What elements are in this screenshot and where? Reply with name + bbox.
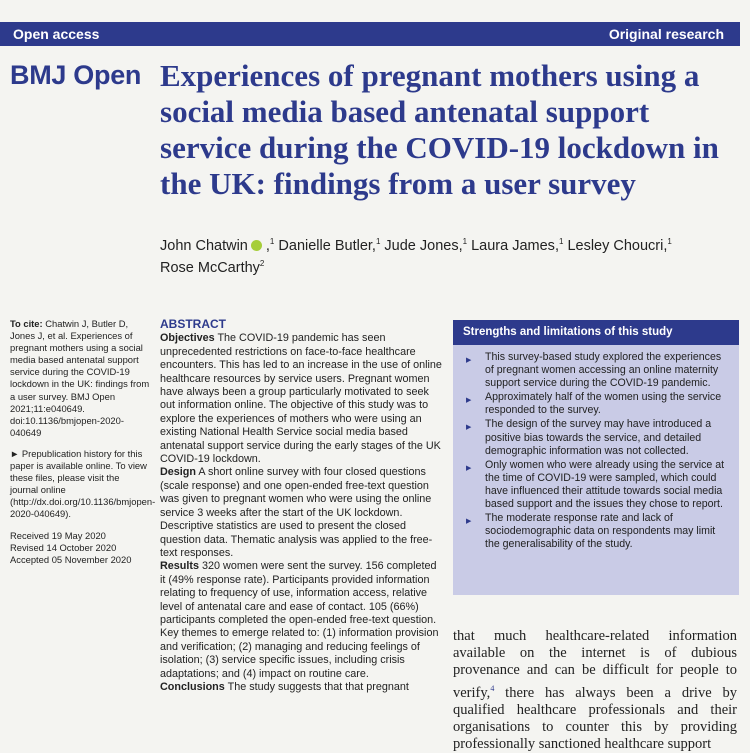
affiliation-marker: 1 [462, 237, 468, 246]
open-access-label: Open access [13, 26, 100, 42]
list-item [463, 512, 731, 551]
list-item-text: The moderate response rate and lack of sociodemographic data on respondents may limit the generalisability of the study. [485, 512, 716, 551]
list-item [463, 459, 731, 511]
list-item [463, 391, 731, 417]
bullet-triangle-icon: ▶ [466, 397, 472, 405]
abstract-objectives [160, 332, 442, 466]
journal-logo: BMJ Open [10, 60, 142, 90]
conclusions-text: The study suggests that that pregnant [227, 680, 409, 693]
affiliation-marker: 1 [269, 237, 275, 246]
bullet-triangle-icon: ▶ [466, 518, 472, 526]
article-title: Experiences of pregnant mothers using a social media based antenatal support service during the COVID-19 lockdown in the UK: findings from a user survey [160, 58, 719, 201]
design-label: Design [160, 466, 196, 479]
body-text-before: that much healthcare-related information available on the internet is of dubious provenance and can be difficult for people to verify, [453, 628, 737, 701]
reference-link[interactable]: 4 [490, 683, 495, 693]
header-bar [0, 22, 740, 46]
author-name: Laura James [471, 237, 555, 254]
list-item-text: Approximately half of the women using the service responded to the survey. [485, 391, 722, 417]
design-text: A short online survey with four closed questions (scale response) and one open-ended free-text question was given to pregnant women who were using the online service 3 weeks after the start of the UK lockdown. Descriptive statistics are used to present the closed question data. Thematic analysis was applied to the free-text responses. [160, 466, 433, 559]
list-item-text: Only women who were already using the service at the time of COVID-19 were sampled, which could have influenced their attitude towards social media based support and the issues they chose to report. [485, 458, 725, 511]
list-item [463, 351, 731, 390]
cite-label: To cite: [10, 318, 43, 329]
objectives-text: The COVID-19 pandemic has seen unprecedented restrictions on face-to-face healthcare encounters. This has led to an increase in the use of online healthcare resources by service users. Pregnant women have always been a group particularly motivated to seek out information online. The objective of this study was to explore the experiences of mothers who were using an existing National Health Service social media based antenatal support service during the early stages of the UK COVID-19 lockdown. [160, 332, 442, 466]
affiliation-marker: 1 [558, 237, 564, 246]
received-date: Received 19 May 2020 [10, 529, 106, 541]
body-text-after: there has always been a drive by qualified healthcare professionals and their organisations to counter this by providing professionally sanctioned healthcare support [453, 684, 737, 753]
citation [10, 318, 150, 439]
bullet-triangle-icon: ▶ [466, 357, 472, 364]
revised-date: Revised 14 October 2020 [10, 541, 117, 553]
abstract-results [160, 560, 442, 681]
strengths-limitations-box [453, 320, 739, 595]
abstract [160, 318, 442, 694]
box-list [453, 351, 739, 551]
abstract-conclusions [160, 681, 442, 694]
affiliation-marker: 1 [375, 237, 381, 246]
author-name: Danielle Butler [278, 237, 372, 254]
prepub-note: ► Prepublication history for this paper is available online. To view these files, please visit the journal online (http://dx.doi.org/10.1136/bmjopen-2020-040649). [10, 447, 156, 520]
author-list: John Chatwin ,$^1$ Danielle Butler,$^1$ Jude Jones,$^1$ Laura James,$^1$ Lesley Choucri,$^1$ Rose McCarthy$^2$ [160, 237, 672, 276]
results-label: Results [160, 560, 200, 573]
list-item-text: The design of the survey may have introduced a positive bias towards the service, and detailed demographic information was not collected. [485, 418, 712, 457]
box-heading: Strengths and limitations of this study [453, 320, 739, 345]
abstract-design [160, 466, 442, 560]
cite-text: Chatwin J, Butler D, Jones J, et al. Experiences of pregnant mothers using a social media based antenatal support service during the COVID-19 lockdown in the UK: findings from a user survey. BMJ Open 2021;11:e040649. doi:10.1136/bmjopen-2020-040649 [10, 318, 150, 438]
affiliation-marker: 2 [259, 258, 265, 268]
accepted-date: Accepted 05 November 2020 [10, 553, 132, 565]
results-text: 320 women were sent the survey. 156 completed it (49% response rate). Participants provided information relating to frequency of use, information access, relative level of antenatal care and ease of contact. 105 (66%) participants completed the open-ended free-text question. Key themes to emerge related to: (1) information provision and verification; (2) managing and reducing feelings of isolation; (3) service specific issues, including crisis adaptations; and (4) impact on routine care. [160, 560, 439, 680]
author-name: John Chatwin [160, 237, 248, 254]
affiliation-marker: 1 [667, 237, 672, 246]
bullet-triangle-icon: ▶ [466, 464, 472, 472]
list-item [463, 418, 731, 457]
author-name: Lesley Choucri [567, 237, 664, 254]
article-type-label: Original research [608, 26, 724, 42]
objectives-label: Objectives [160, 332, 215, 345]
article-sidebar [10, 318, 156, 566]
bullet-triangle-icon: ▶ [466, 424, 472, 432]
conclusions-label: Conclusions [160, 680, 225, 693]
orcid-icon[interactable] [251, 240, 262, 251]
body-text [453, 628, 737, 753]
abstract-heading: ABSTRACT [160, 317, 226, 331]
author-name: Jude Jones [384, 237, 459, 254]
author-name: Rose McCarthy [160, 259, 260, 276]
list-item-text: This survey-based study explored the experiences of pregnant women accessing an online maternity support service during the COVID-19 pandemic. [485, 351, 722, 390]
